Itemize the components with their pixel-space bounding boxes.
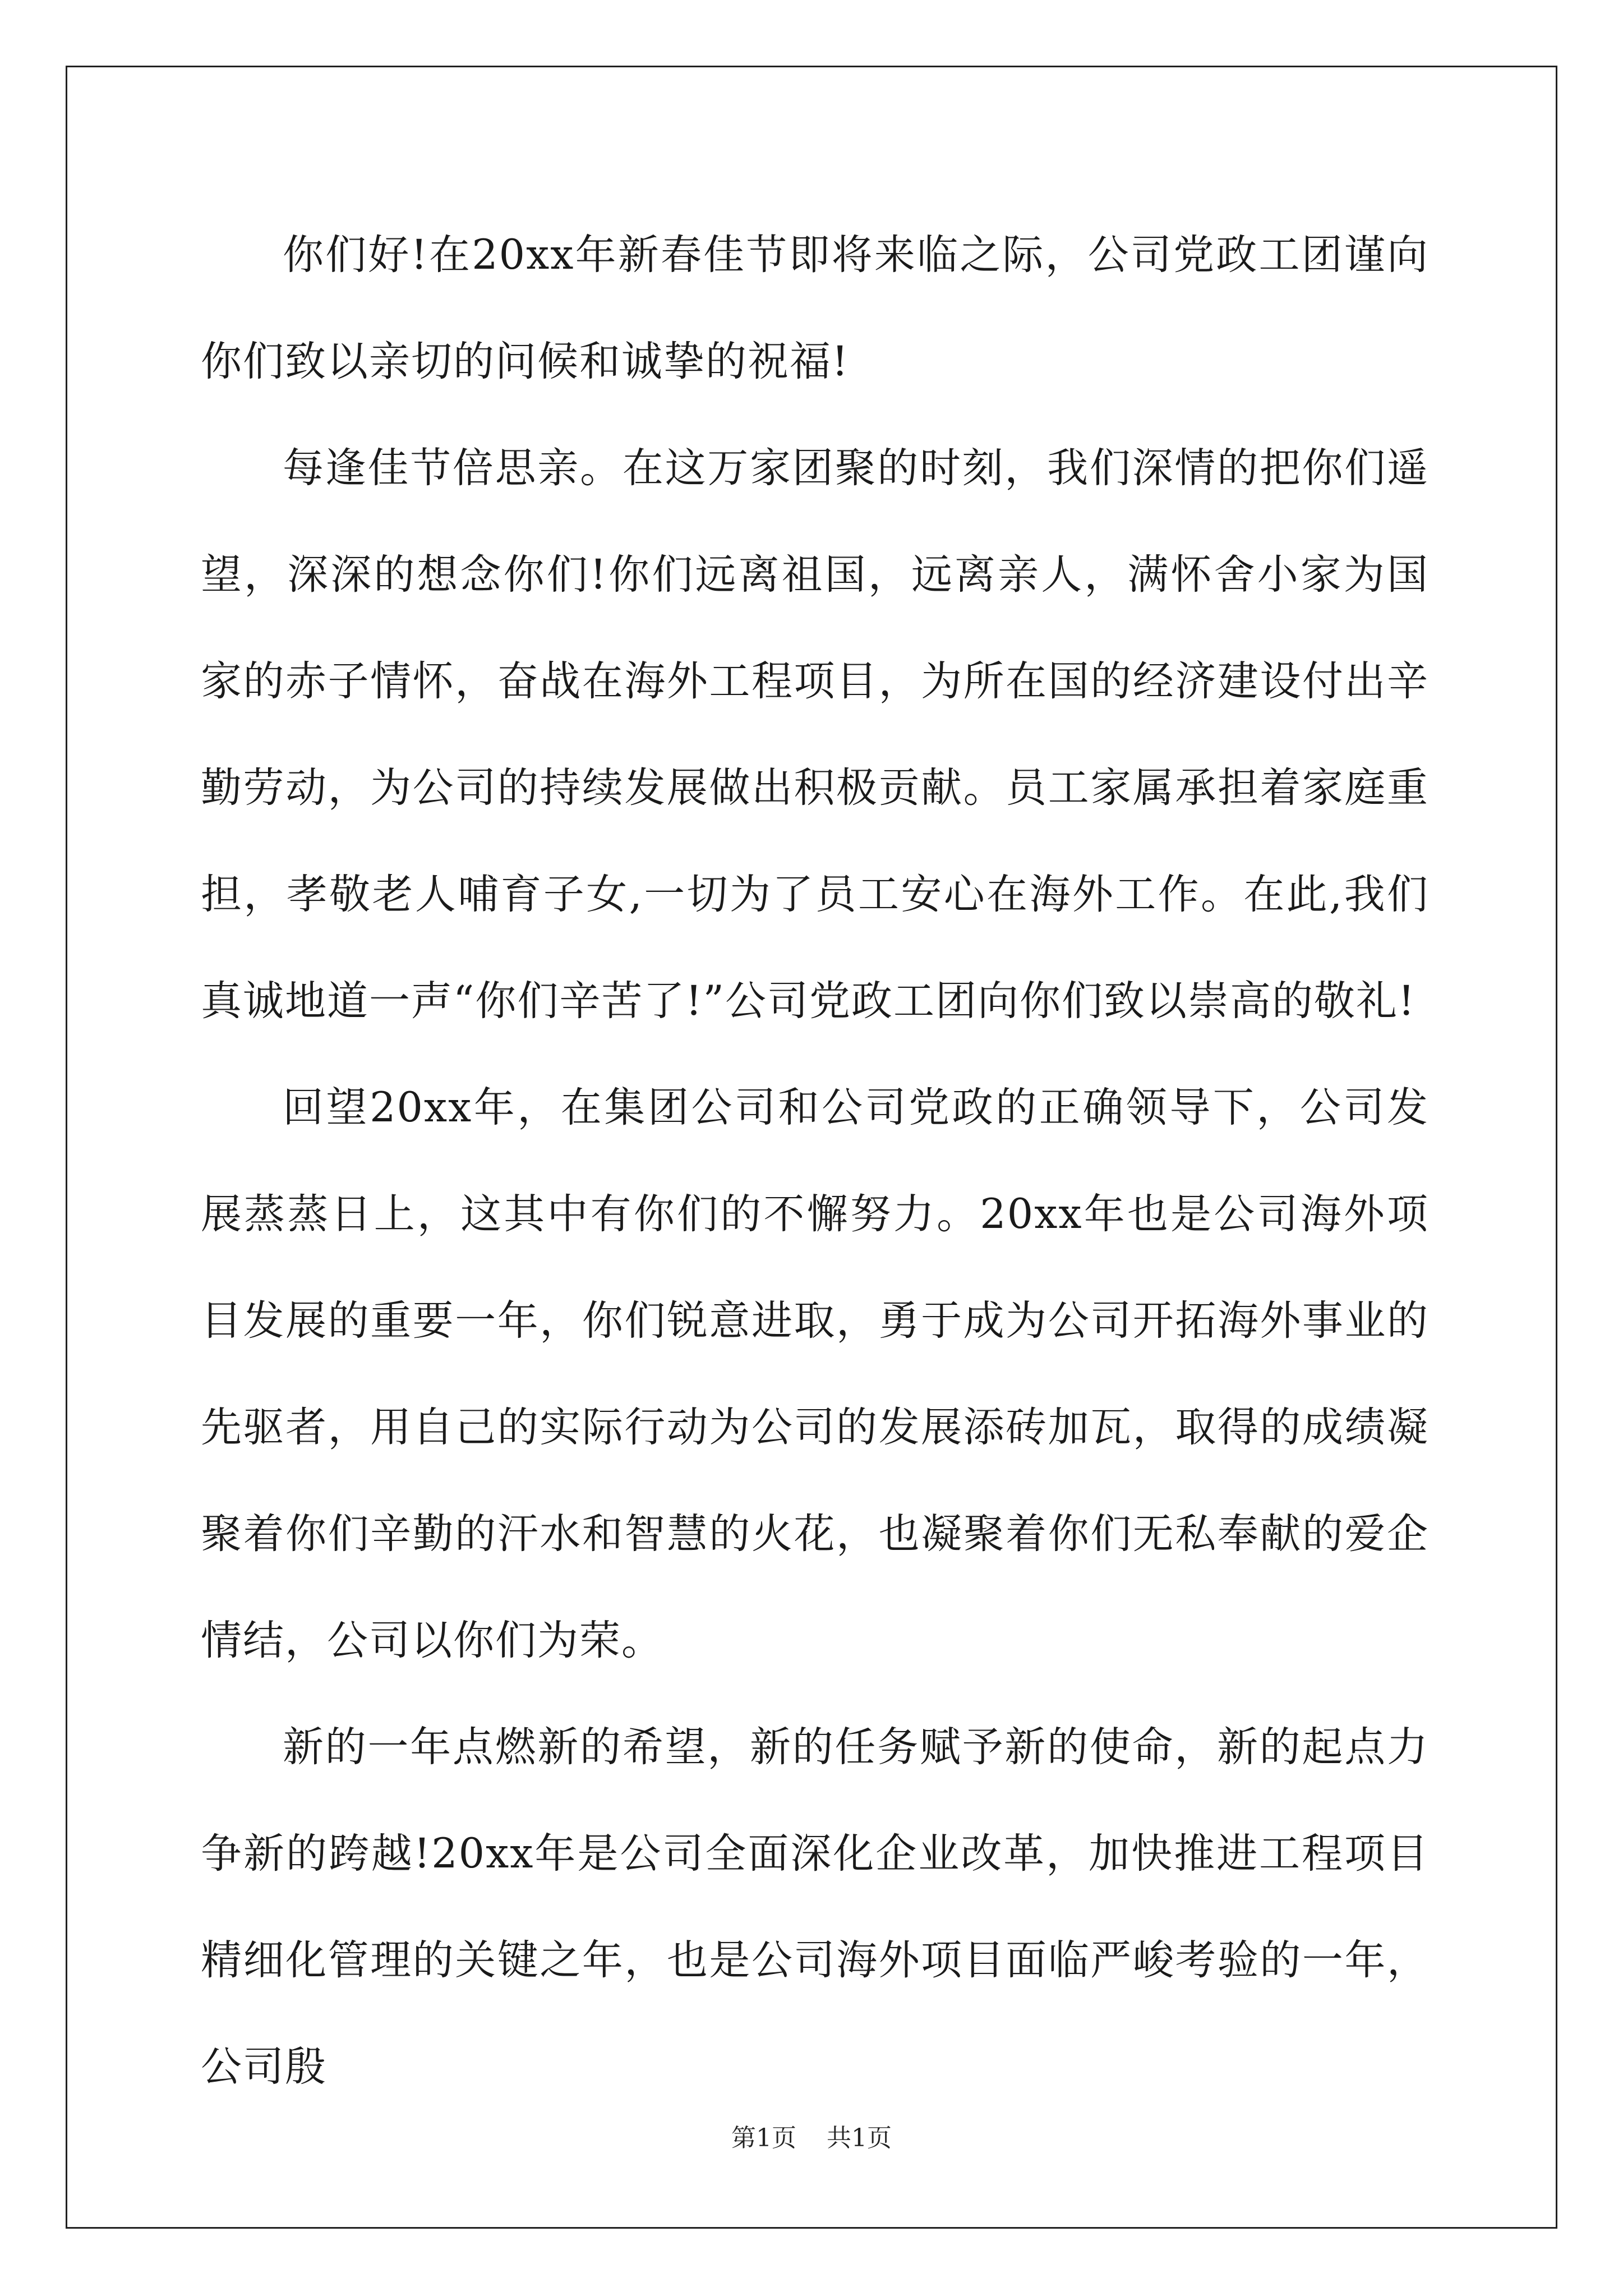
page-number: 第1页	[731, 2124, 796, 2152]
page-footer	[0, 2118, 1623, 2154]
paragraph-1: 你们好!在20xx年新春佳节即将来临之际，公司党政工团谨向你们致以亲切的问候和诚挚的祝福!	[201, 231, 1429, 385]
document-body	[201, 202, 1429, 2120]
paragraph-2: 每逢佳节倍思亲。在这万家团聚的时刻，我们深情的把你们遥望，深深的想念你们!你们远离祖国，远离亲人，满怀舍小家为国家的赤子情怀，奋战在海外工程项目，为所在国的经济建设付出辛勤劳动，为公司的持续发展做出积极贡献。员工家属承担着家庭重担，孝敬老人哺育子女,一切为了员工安心在海外工作。在此,我们真诚地道一声“你们辛苦了!”公司党政工团向你们致以崇高的敬礼!	[201, 444, 1429, 1025]
paragraph-4: 新的一年点燃新的希望，新的任务赋予新的使命，新的起点力争新的跨越!20xx年是公司全面深化企业改革，加快推进工程项目精细化管理的关键之年，也是公司海外项目面临严峻考验的一年，公司殷	[201, 1723, 1429, 2091]
paragraph-3: 回望20xx年，在集团公司和公司党政的正确领导下，公司发展蒸蒸日上，这其中有你们的不懈努力。20xx年也是公司海外项目发展的重要一年，你们锐意进取，勇于成为公司开拓海外事业的先驱者，用自己的实际行动为公司的发展添砖加瓦，取得的成绩凝聚着你们辛勤的汗水和智慧的火花，也凝聚着你们无私奉献的爱企情结，公司以你们为荣。	[201, 1084, 1429, 1664]
page-total: 共1页	[827, 2124, 892, 2152]
